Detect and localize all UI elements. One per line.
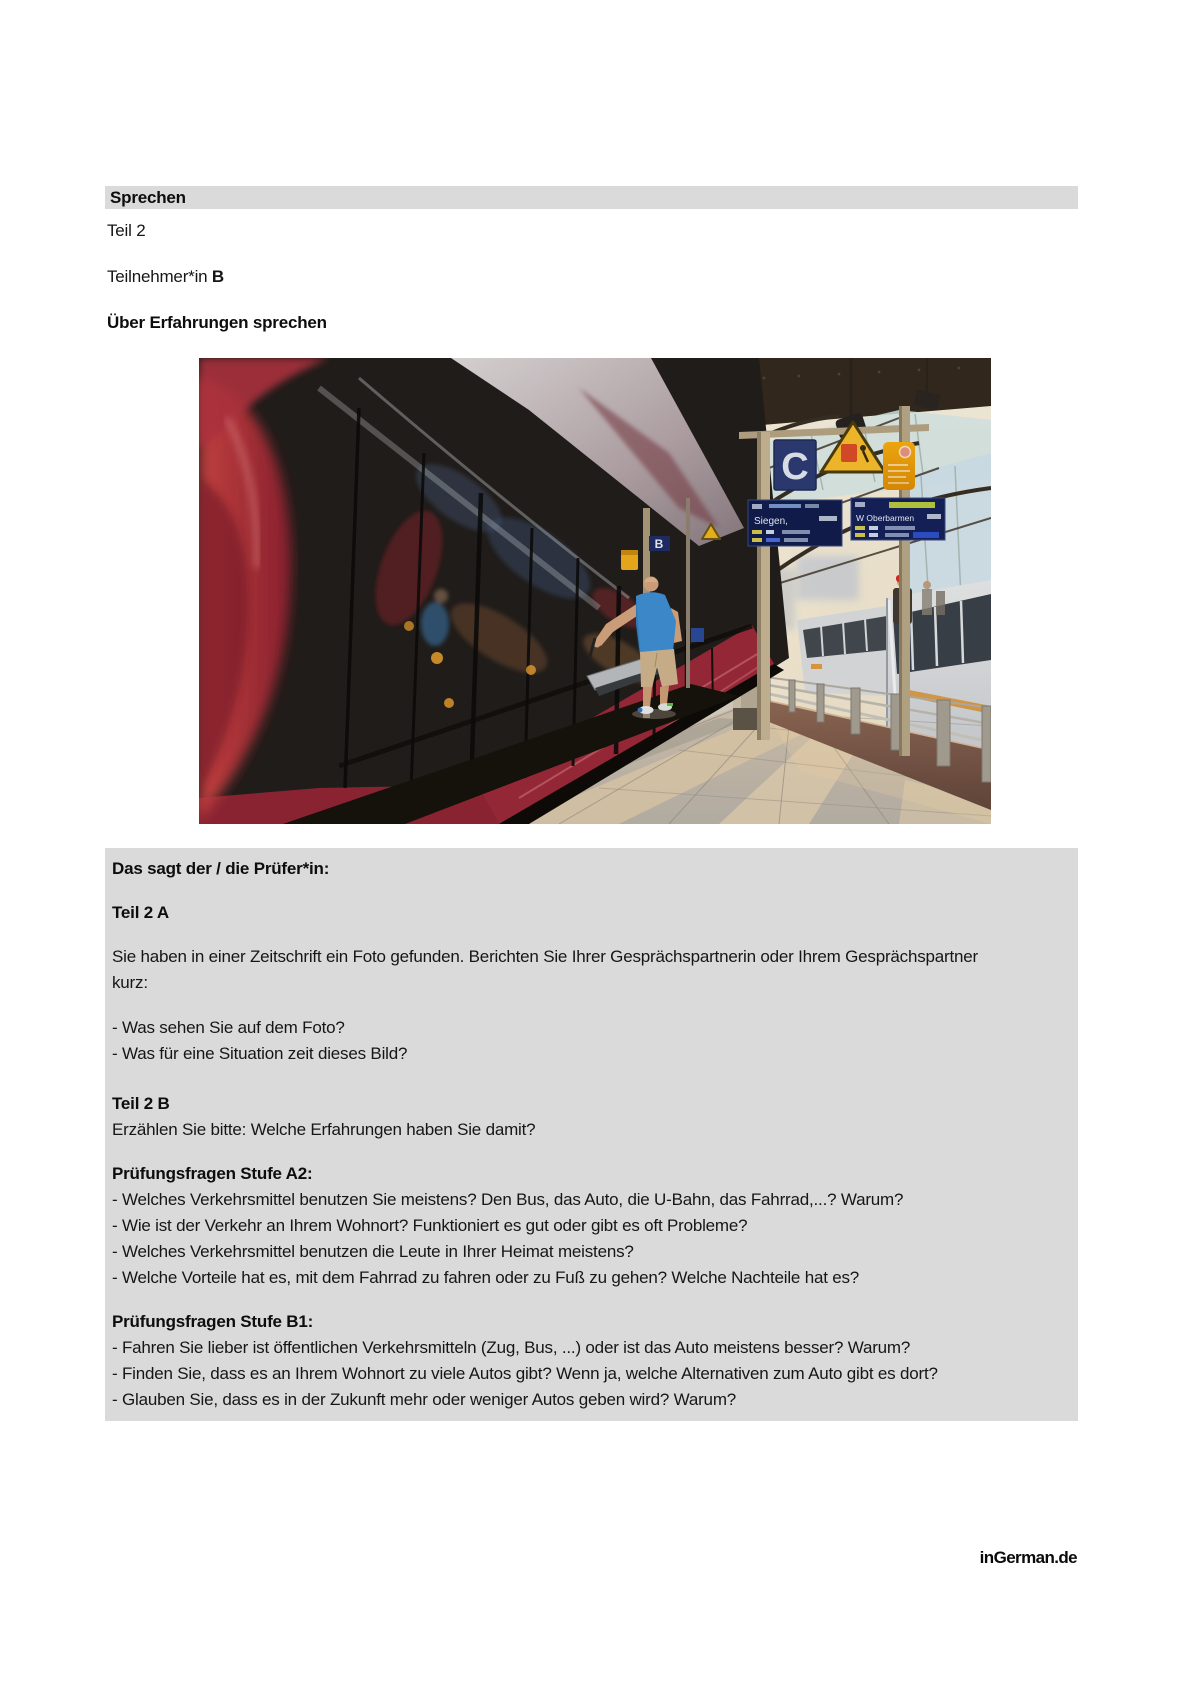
question-line: - Finden Sie, dass es an Ihrem Wohnort zu viele Autos gibt? Wenn ja, welche Alternativen zum Auto gibt es dort? xyxy=(112,1364,938,1383)
sign-c-letter: C xyxy=(781,446,809,488)
part-label: Teil 2 xyxy=(107,221,146,240)
brand-logo: inGerman.de xyxy=(979,1548,1077,1567)
stufe-a2-title: Prüfungsfragen Stufe A2: xyxy=(112,1164,313,1183)
question-line: - Was sehen Sie auf dem Foto? xyxy=(112,1018,345,1037)
question-line: - Fahren Sie lieber ist öffentlichen Verkehrsmitteln (Zug, Bus, ...) oder ist das Auto meistens besser? Warum? xyxy=(112,1338,911,1357)
teil-2b-prompt: Erzählen Sie bitte: Welche Erfahrungen haben Sie damit? xyxy=(112,1120,536,1139)
teil-2a-title: Teil 2 A xyxy=(112,903,169,922)
question-line: - Wie ist der Verkehr an Ihrem Wohnort? Funktioniert es gut oder gibt es oft Probleme? xyxy=(112,1216,748,1235)
teil-2a-intro xyxy=(112,944,1070,996)
task-title: Über Erfahrungen sprechen xyxy=(107,313,327,332)
question-line: - Welches Verkehrsmittel benutzen Sie meistens? Den Bus, das Auto, die U-Bahn, das Fahrrad,...? Warum? xyxy=(112,1190,904,1209)
train-station-photo xyxy=(199,358,991,824)
examiner-heading: Das sagt der / die Prüfer*in: xyxy=(112,859,330,878)
train-station-photo-illustration xyxy=(199,358,991,824)
stufe-b1-block xyxy=(112,1309,1070,1413)
participant-prefix: Teilnehmer*in xyxy=(107,267,212,286)
teil-2b-block xyxy=(112,1091,1070,1143)
sign-b-letter: B xyxy=(654,537,664,551)
board-left-destination: Siegen, xyxy=(754,516,788,527)
participant-letter: B xyxy=(211,267,224,286)
question-line: - Welche Vorteile hat es, mit dem Fahrrad zu fahren oder zu Fuß zu gehen? Welche Nachteile hat es? xyxy=(112,1268,860,1287)
question-line: - Welches Verkehrsmittel benutzen die Leute in Ihrer Heimat meistens? xyxy=(112,1242,634,1261)
teil-2b-title: Teil 2 B xyxy=(112,1094,170,1113)
section-header-bar xyxy=(105,186,1078,209)
section-title: Sprechen xyxy=(110,188,186,207)
teil-2a-intro-line2: kurz: xyxy=(112,973,148,992)
stufe-b1-title: Prüfungsfragen Stufe B1: xyxy=(112,1312,314,1331)
board-right-destination: W Oberbarmen xyxy=(856,513,915,523)
teil-2a-questions xyxy=(112,1015,1070,1067)
photo-vignette xyxy=(199,358,991,824)
examiner-box xyxy=(105,848,1078,1421)
question-line: - Glauben Sie, dass es in der Zukunft mehr oder weniger Autos geben wird? Warum? xyxy=(112,1390,737,1409)
question-line: - Was für eine Situation zeit dieses Bild? xyxy=(112,1044,408,1063)
stufe-a2-block xyxy=(112,1161,1070,1291)
participant-line xyxy=(107,267,224,287)
teil-2a-intro-line1: Sie haben in einer Zeitschrift ein Foto gefunden. Berichten Sie Ihrer Gesprächspartnerin oder Ihrem Gesprächspartner xyxy=(112,947,978,966)
